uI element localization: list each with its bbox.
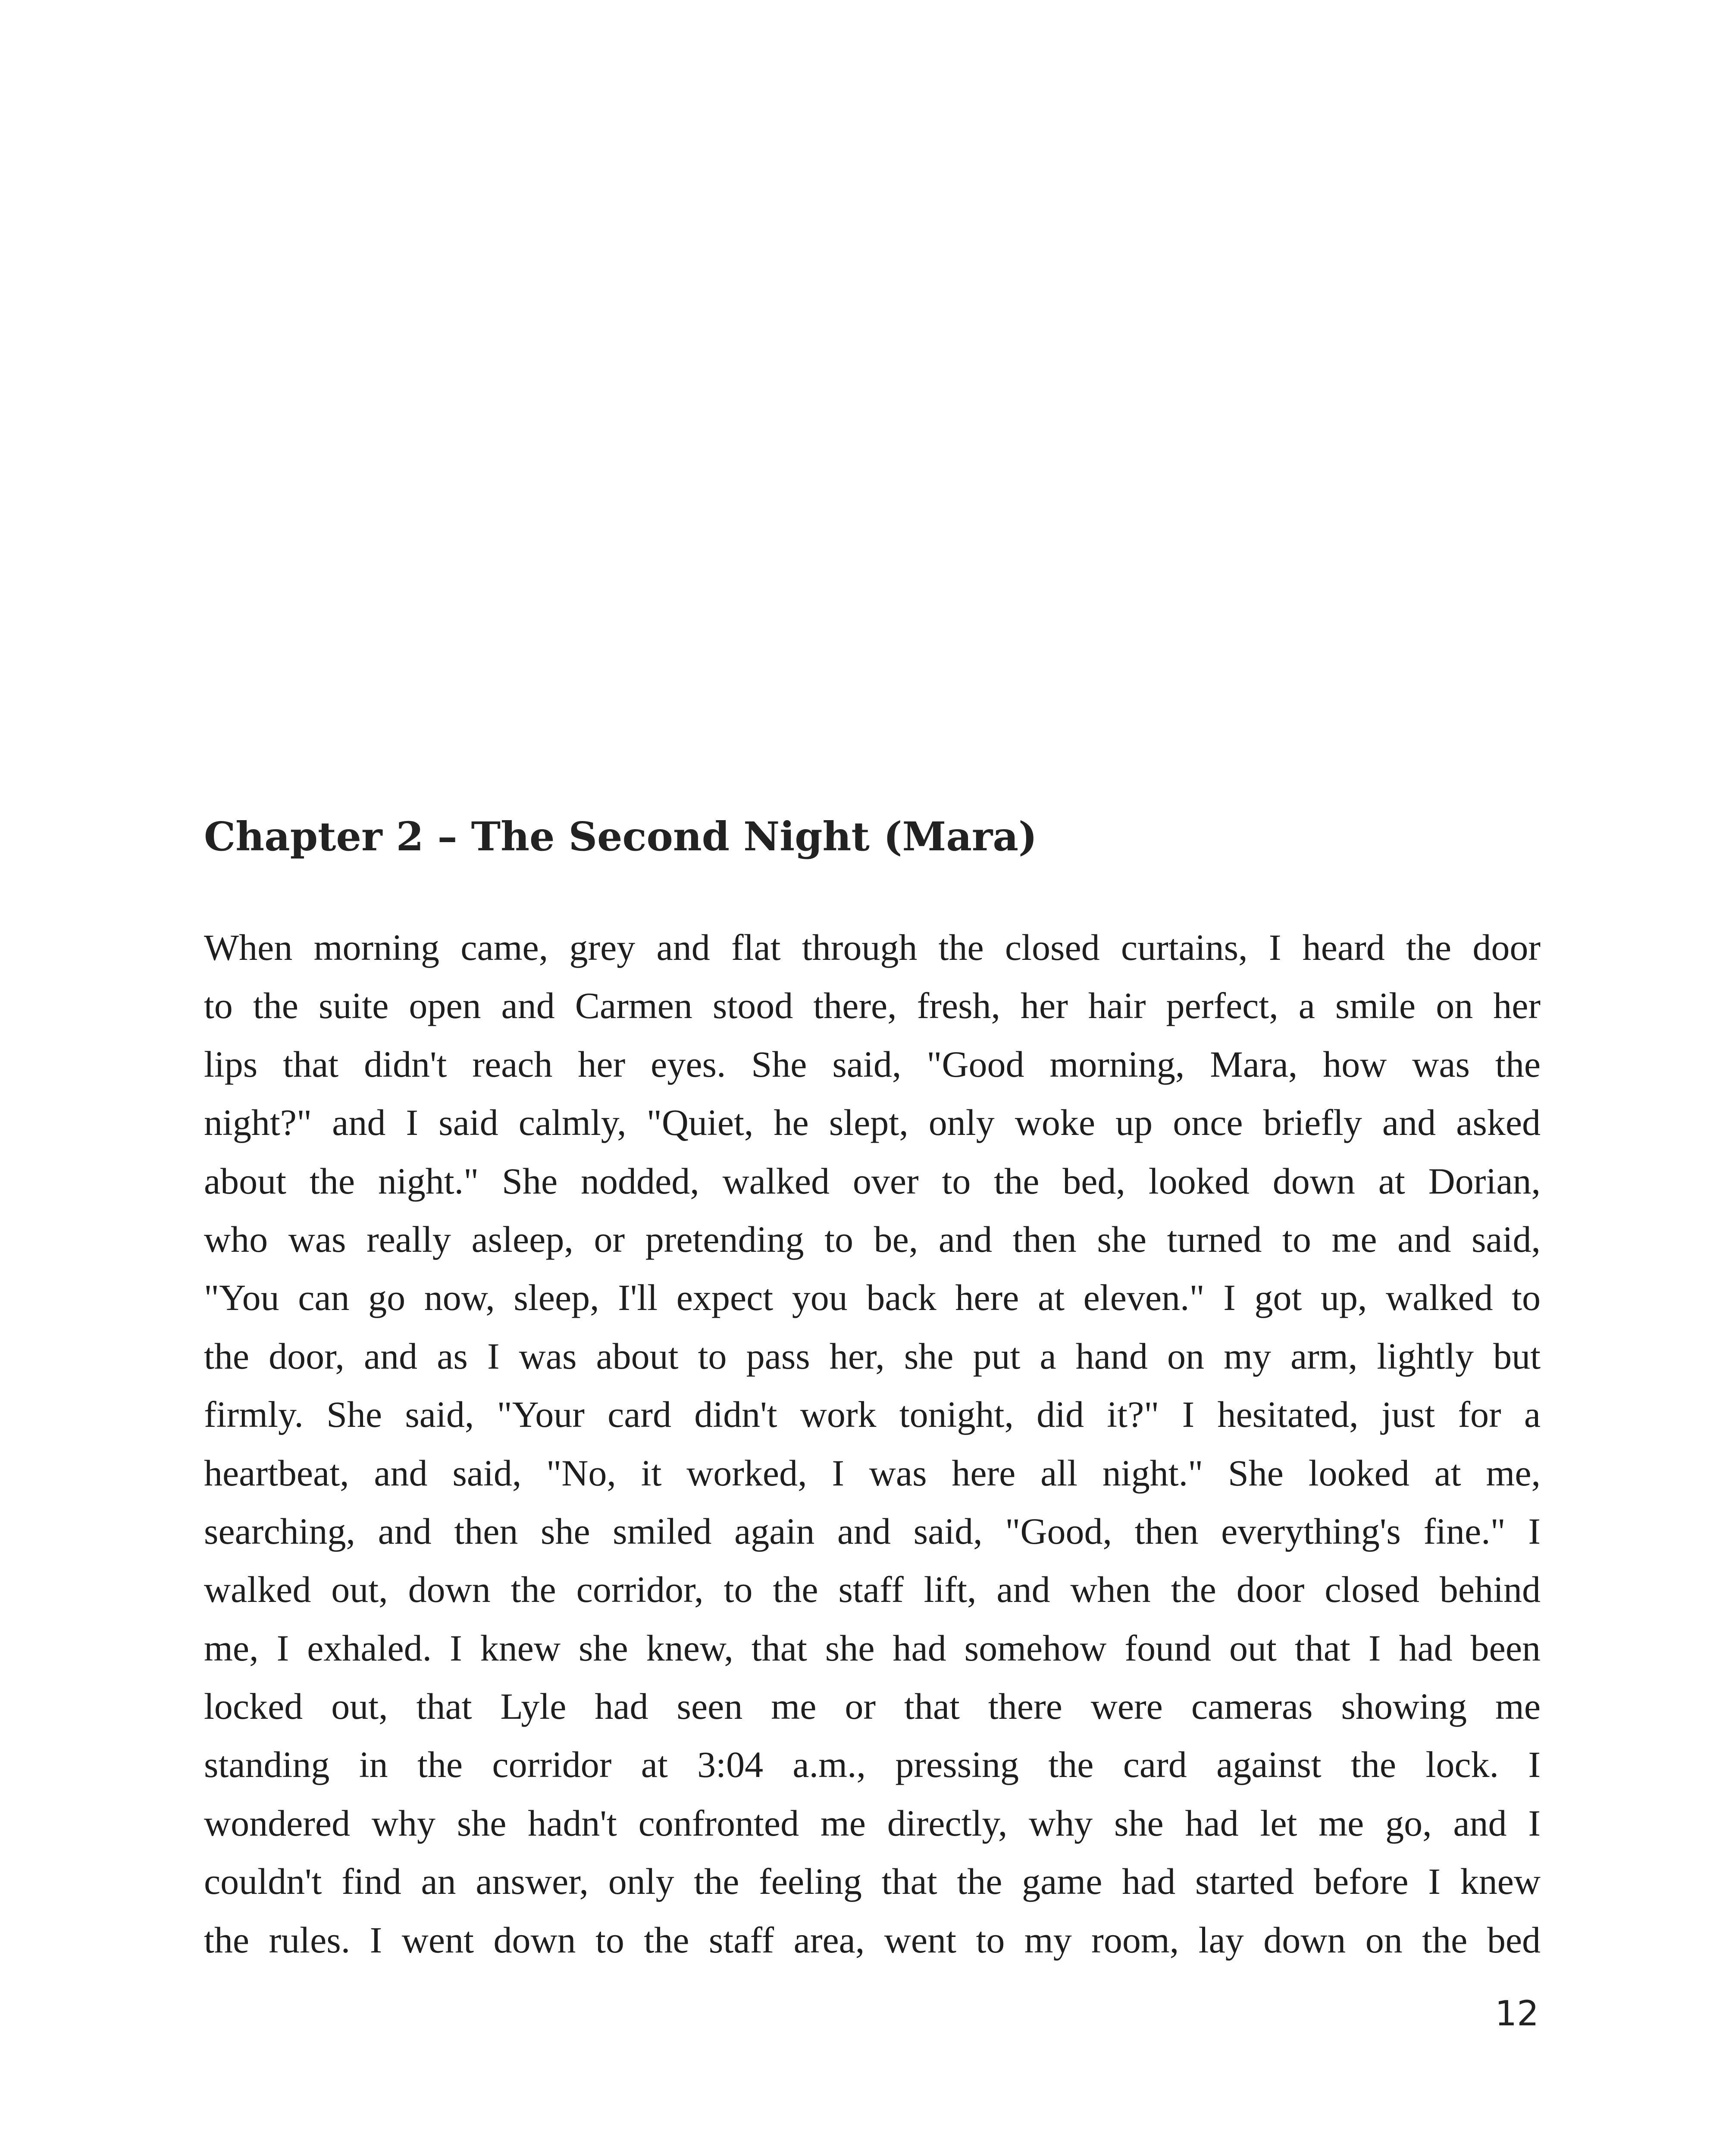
paragraph-line: wondered why she hadn't confronted me directly, why she had let me go, and I (204, 1802, 1541, 1844)
paragraph-line: the rules. I went down to the staff area, went to my room, lay down on the bed (204, 1919, 1541, 1961)
paragraph-line: who was really asleep, or pretending to be, and then she turned to me and said, (204, 1218, 1541, 1260)
paragraph-line: night?" and I said calmly, "Quiet, he slept, only woke up once briefly and asked (204, 1102, 1541, 1144)
paragraph-line: firmly. She said, "Your card didn't work tonight, did it?" I hesitated, just for a (204, 1394, 1541, 1435)
page-number: 12 (1495, 1993, 1539, 2034)
paragraph-line: me, I exhaled. I knew she knew, that she had somehow found out that I had been (204, 1627, 1541, 1669)
paragraph-line: walked out, down the corridor, to the staff lift, and when the door closed behind (204, 1569, 1541, 1611)
paragraph-line: searching, and then she smiled again and said, "Good, then everything's fine." I (204, 1510, 1541, 1552)
paragraph-line: When morning came, grey and flat through the closed curtains, I heard the door (204, 927, 1541, 968)
paragraph-line: about the night." She nodded, walked over to the bed, looked down at Dorian, (204, 1160, 1541, 1202)
paragraph-line: "You can go now, sleep, I'll expect you back here at eleven." I got up, walked to (204, 1277, 1541, 1319)
paragraph-line: locked out, that Lyle had seen me or that there were cameras showing me (204, 1686, 1541, 1727)
paragraph-line: lips that didn't reach her eyes. She said, "Good morning, Mara, how was the (204, 1043, 1541, 1085)
paragraph-line: couldn't find an answer, only the feeling that the game had started before I knew (204, 1861, 1541, 1902)
chapter-title: Chapter 2 – The Second Night (Mara) (204, 813, 1037, 860)
paragraph-line: the door, and as I was about to pass her, she put a hand on my arm, lightly but (204, 1335, 1541, 1377)
paragraph-line: standing in the corridor at 3:04 a.m., pressing the card against the lock. I (204, 1744, 1541, 1786)
paragraph-line: heartbeat, and said, "No, it worked, I was here all night." She looked at me, (204, 1452, 1541, 1494)
body-paragraph (204, 918, 1541, 1969)
paragraph-line: to the suite open and Carmen stood there, fresh, her hair perfect, a smile on her (204, 985, 1541, 1027)
